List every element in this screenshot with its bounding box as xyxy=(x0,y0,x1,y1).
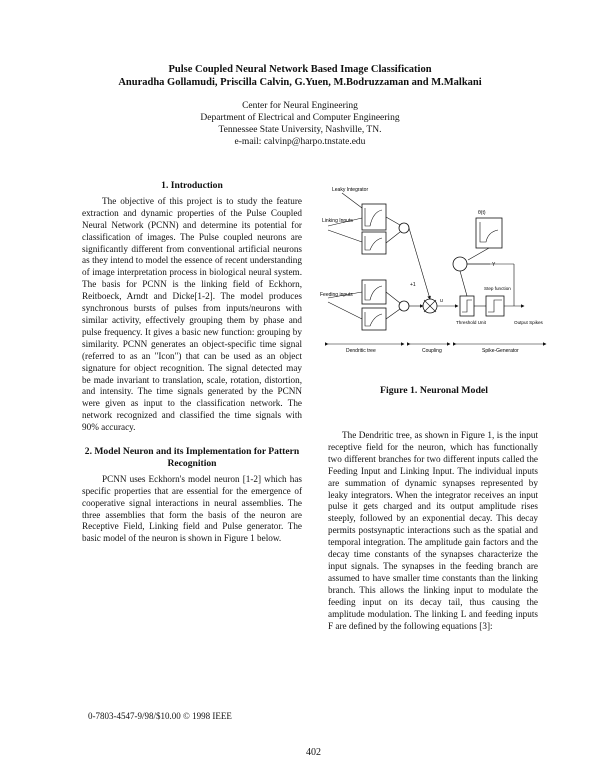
feeding-decay-curve-2 xyxy=(365,312,382,326)
step-function-box xyxy=(486,296,504,316)
affiliation-university: Tennessee State University, Nashville, TN. xyxy=(218,125,382,135)
affiliation-email: e-mail: calvinp@harpo.tnstate.edu xyxy=(234,137,366,147)
output-spikes-label: Output Spikes xyxy=(514,320,543,325)
paper-title: Pulse Coupled Neural Network Based Image Classification xyxy=(168,64,432,75)
leaky-integrator-label: Leaky Integrator xyxy=(332,187,369,193)
threshold-decay-curve xyxy=(480,222,498,242)
feeding-integrator-box xyxy=(362,280,386,304)
linking-to-coupling xyxy=(409,228,430,299)
feeding-to-sum-1 xyxy=(386,292,400,303)
page-number: 402 xyxy=(306,747,321,758)
feeding-input-line-2 xyxy=(328,302,362,319)
feeding-inputs-label: Feeding inputs xyxy=(320,292,353,298)
linking-to-sum-1 xyxy=(386,217,400,225)
step-function-shape xyxy=(488,300,502,312)
coupling-label: Coupling xyxy=(422,348,442,354)
left-column xyxy=(82,180,302,545)
intro-heading: 1. Introduction xyxy=(161,180,223,191)
feeding-to-sum-2 xyxy=(386,309,400,319)
linking-decay-curve xyxy=(365,208,382,226)
affiliation-department: Department of Electrical and Computer Engineering xyxy=(200,113,400,123)
threshold-step-shape xyxy=(462,300,472,312)
feeding-sum-node xyxy=(399,301,409,311)
feedback-node xyxy=(453,257,467,271)
intro-paragraph: The objective of this project is to study the feature extraction and dynamic properties of the Pulse Coupled Neural Network (PCNN) and determine its potential for classification of images. The Pulse coupled neurons are significantly different from conventional artificial neurons as they intend to model the essence of recent understanding of image interpretation process in biological neural system. The basis for PCNN is the linking field of Eckhorn, Reitboeck, Arndt and Dicke[1-2]. The model produces synchronous bursts of pulses from inputs/neurons with similar activity, effectively grouping them by phase and pulse frequency. It gives a basic new function: grouping by similarity. PCNN generates an object-specific time signal (referred to as an "Icon") that can be used as an object signature for object recognition. The signal detected may be made invariant to translation, scale, rotation, distortion, and intensity. The time signals generated by the PCNN were given as input to the classification network. The network recognized and classified the time signals with 90% accuracy. xyxy=(82,195,302,433)
linking-sum-node xyxy=(399,223,409,233)
model-paragraph: PCNN uses Eckhorn's model neuron [1-2] which has specific properties that are essential for the emergence of cooperative signal interactions in neural assemblies. The three assemblies that form the basis of the neuron are Receptive Field, Linking field and Pulse generator. The basic model of the neuron is shown in Figure 1 below. xyxy=(82,473,302,544)
right-column xyxy=(328,430,538,632)
linking-input-line-2 xyxy=(328,230,362,242)
copyright-code: 0-7803-4547-9/98/$10.00 © 1998 IEEE xyxy=(88,711,232,721)
dendritic-tree-label: Dendritic tree xyxy=(346,348,376,354)
feedback-to-threshold xyxy=(460,271,467,296)
model-heading: 2. Model Neuron and its Implementation for Pattern Recognition xyxy=(84,446,300,469)
plus-one-label: +1 xyxy=(410,282,416,288)
threshold-unit-label: Threshold Unit xyxy=(456,320,486,325)
linking-decay-curve-2 xyxy=(365,236,382,250)
leaky-integrator-pointer xyxy=(342,193,362,208)
spike-generator-label: Spike-Generator xyxy=(482,348,519,354)
linking-inputs-label: Linking Inputs xyxy=(322,218,353,224)
theta-label: θ(t) xyxy=(478,210,486,216)
figure-caption: Figure 1. Neuronal Model xyxy=(380,385,488,396)
feeding-decay-curve xyxy=(365,284,382,300)
step-function-label: Step function xyxy=(484,286,511,291)
feedback-y-label: Y xyxy=(492,262,496,268)
linking-to-sum-2 xyxy=(386,232,400,243)
affiliation-center: Center for Neural Engineering xyxy=(242,101,358,111)
dendritic-paragraph: The Dendritic tree, as shown in Figure 1, is the input receptive field for the neuron, which has functionally two different branches for two different inputs called the Feeding Input and Linking Input. The individual inputs are summation of dynamic synapses represented by leaky integrators. When the integrator receives an input pulse it gets charged and its output amplitude rises steeply, followed by an exponential decay. This decay permits postsynaptic interactions such as the spatial and temporal integration. The amplitude gain factors and the decay time constants of the synapses characterize the input signals. The synapses in the feeding branch are assumed to have smaller time constants than the linking branch. This allows the linking input to modulate the feeding input on its decay tail, thus causing the amplitude modulation. The linking L and feeding inputs F are defined by the following equations [3]: xyxy=(328,430,538,631)
threshold-to-feedback xyxy=(468,248,489,260)
u-label: u xyxy=(440,298,443,304)
author-list: Anuradha Gollamudi, Priscilla Calvin, G.Yuen, M.Bodruzzaman and M.Malkani xyxy=(118,77,482,88)
neuronal-model-figure xyxy=(318,182,550,360)
